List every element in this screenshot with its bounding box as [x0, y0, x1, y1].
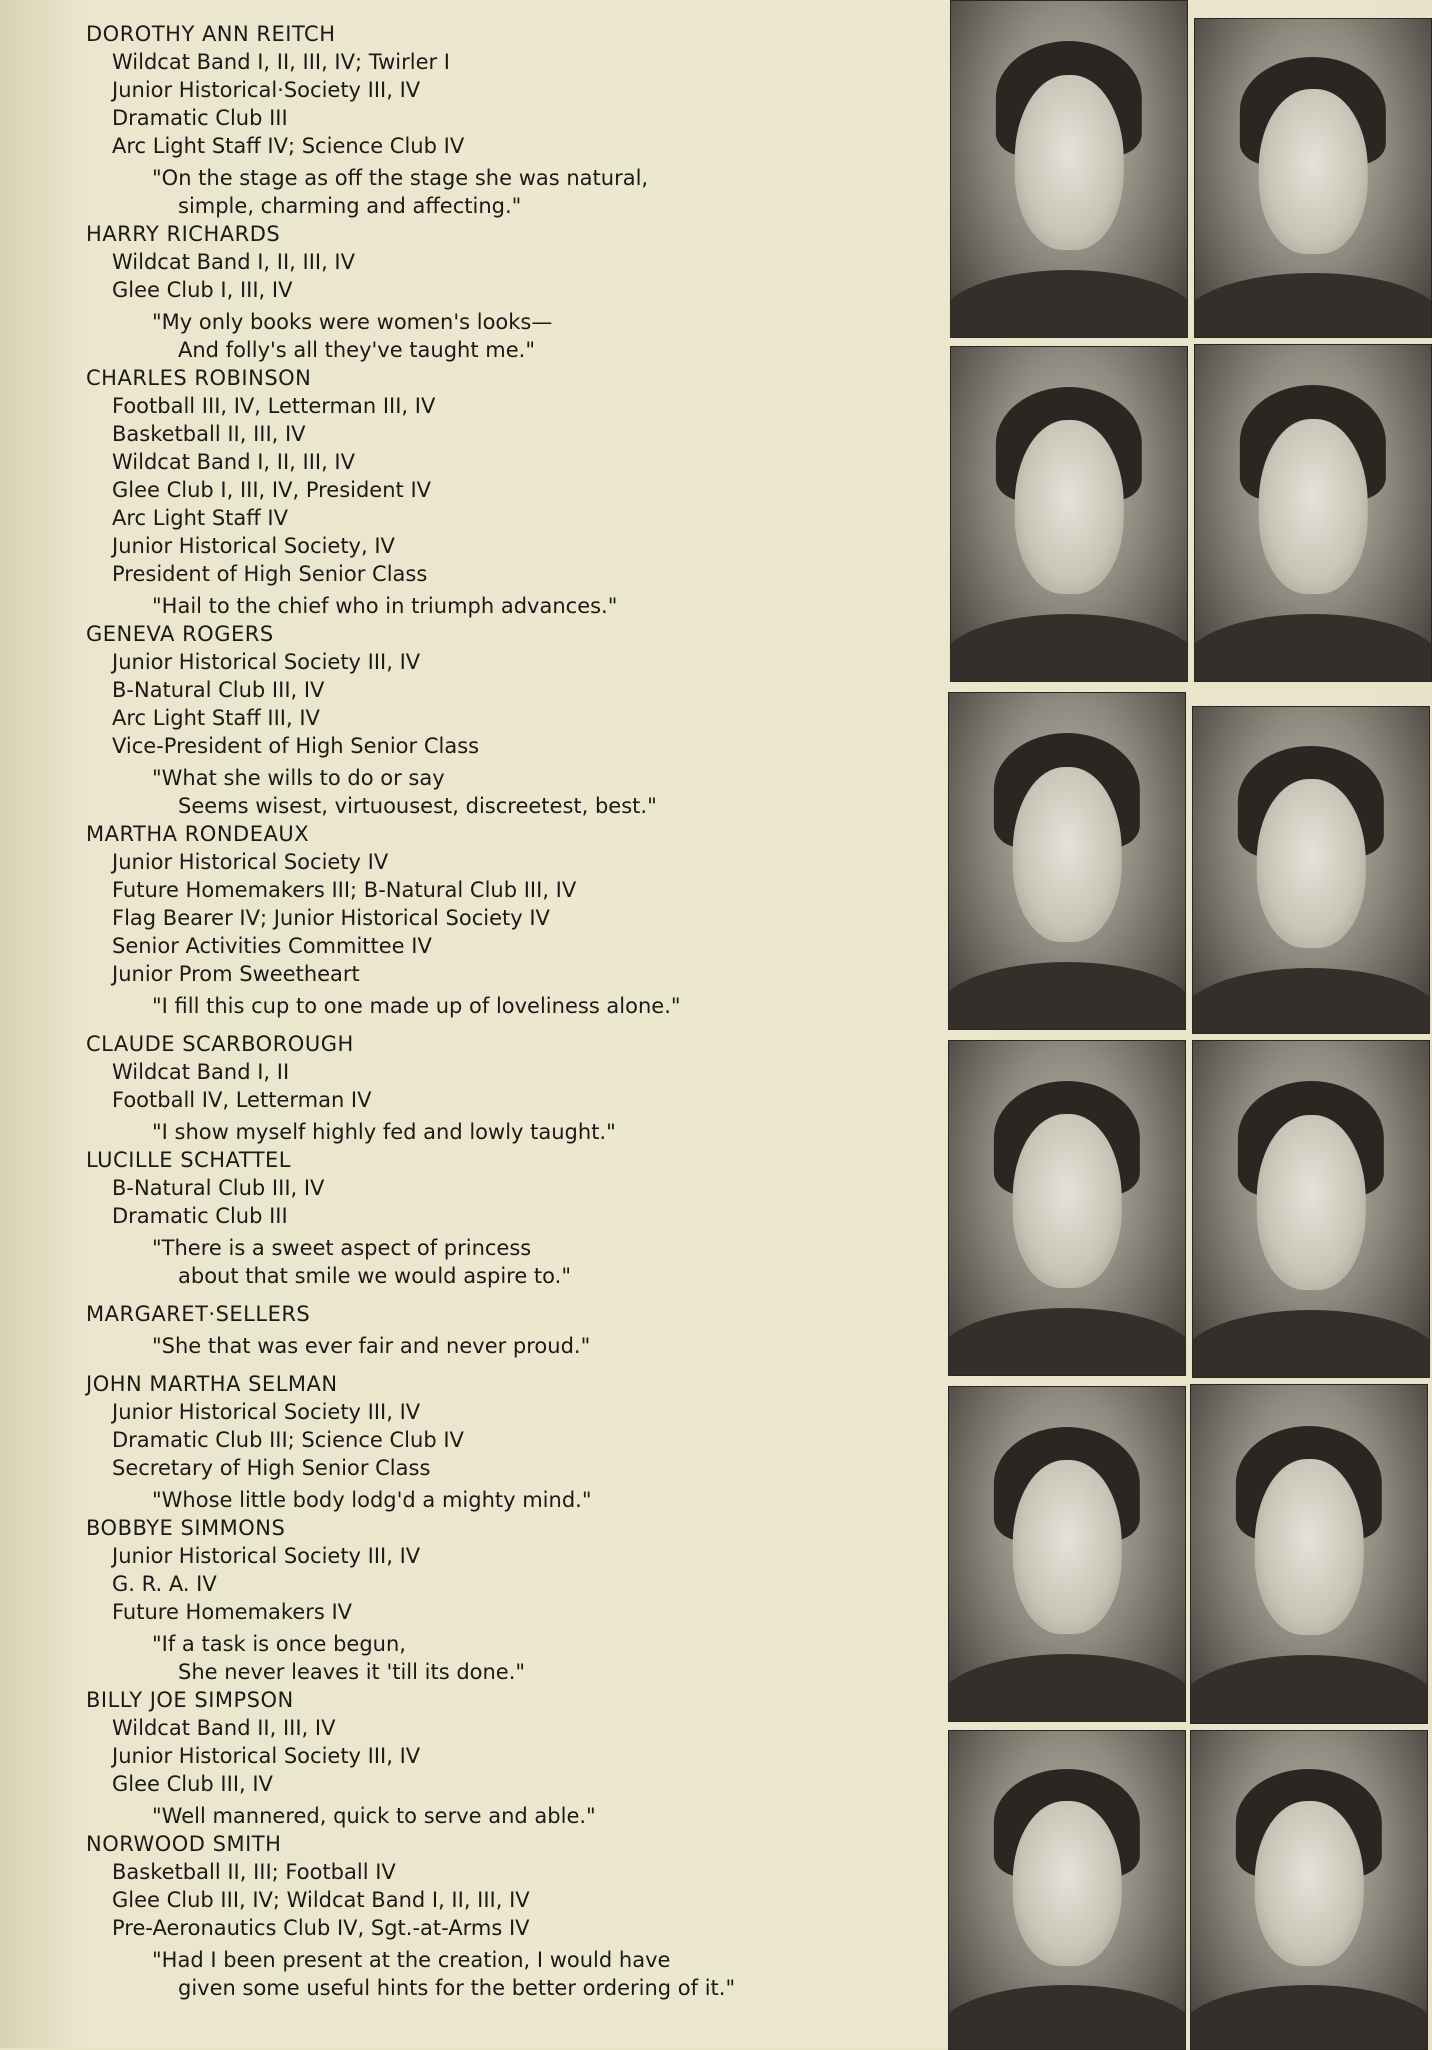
senior-name: CHARLES ROBINSON	[86, 366, 312, 390]
senior-list	[86, 20, 946, 2002]
senior-activity: Wildcat Band I, II	[112, 1060, 290, 1084]
senior-activity: Junior Historical Society III, IV	[112, 650, 421, 674]
senior-activity: Basketball II, III, IV	[112, 422, 306, 446]
quote-line: "Hail to the chief who in triumph advances."	[152, 594, 618, 618]
senior-activity: Senior Activities Committee IV	[112, 934, 432, 958]
portrait-photo	[948, 1040, 1186, 1376]
senior-name: BOBBYE SIMMONS	[86, 1516, 286, 1540]
quote-line: "She that was ever fair and never proud."	[152, 1334, 591, 1358]
senior-activity: Vice-President of High Senior Class	[112, 734, 480, 758]
senior-activity: Arc Light Staff III, IV	[112, 706, 320, 730]
senior-activity: Arc Light Staff IV	[112, 506, 288, 530]
senior-activity: Pre-Aeronautics Club IV, Sgt.-at-Arms IV	[112, 1916, 530, 1940]
senior-activity: Junior Historical Society IV	[112, 850, 389, 874]
senior-activity: Junior Historical Society III, IV	[112, 1400, 421, 1424]
senior-activity: Wildcat Band II, III, IV	[112, 1716, 336, 1740]
senior-entry	[86, 1514, 946, 1686]
senior-activity: Junior Historical Society III, IV	[112, 1544, 421, 1568]
portrait-photo	[948, 1730, 1186, 2050]
senior-name: CLAUDE SCARBOROUGH	[86, 1032, 354, 1056]
senior-entry	[86, 820, 946, 1030]
senior-activity: President of High Senior Class	[112, 562, 428, 586]
senior-activity: Dramatic Club III	[112, 106, 288, 130]
senior-entry	[86, 20, 946, 220]
photo-column	[948, 0, 1432, 2048]
portrait-photo	[948, 692, 1186, 1030]
senior-activity: Football IV, Letterman IV	[112, 1088, 372, 1112]
portrait-photo	[948, 1386, 1186, 1722]
senior-entry	[86, 1370, 946, 1514]
senior-activity: Dramatic Club III	[112, 1204, 288, 1228]
senior-activity: Junior Historical Society III, IV	[112, 1744, 421, 1768]
quote-line: "I show myself highly fed and lowly taught."	[152, 1120, 616, 1144]
portrait-photo	[1190, 1730, 1428, 2050]
senior-activity: B-Natural Club III, IV	[112, 678, 325, 702]
portrait-photo	[1192, 1040, 1430, 1378]
senior-activity: Arc Light Staff IV; Science Club IV	[112, 134, 465, 158]
senior-entry	[86, 620, 946, 820]
quote-line: "What she wills to do or say	[152, 766, 445, 790]
senior-activity: Junior Historical·Society III, IV	[112, 78, 421, 102]
senior-entry	[86, 1686, 946, 1830]
quote-line: about that smile we would aspire to."	[178, 1264, 571, 1288]
senior-name: GENEVA ROGERS	[86, 622, 274, 646]
senior-activity: Secretary of High Senior Class	[112, 1456, 431, 1480]
quote-line: "There is a sweet aspect of princess	[152, 1236, 532, 1260]
quote-line: Seems wisest, virtuousest, discreetest, best."	[178, 794, 657, 818]
senior-quote	[152, 1332, 946, 1360]
senior-entry	[86, 1030, 946, 1146]
senior-activity: Wildcat Band I, II, III, IV	[112, 450, 355, 474]
quote-line: "Well mannered, quick to serve and able."	[152, 1804, 596, 1828]
senior-name: JOHN MARTHA SELMAN	[86, 1372, 338, 1396]
senior-name: MARTHA RONDEAUX	[86, 822, 310, 846]
quote-line: "Whose little body lodg'd a mighty mind."	[152, 1488, 592, 1512]
senior-activity: B-Natural Club III, IV	[112, 1176, 325, 1200]
senior-entry	[86, 220, 946, 364]
senior-quote	[152, 592, 946, 620]
senior-name: HARRY RICHARDS	[86, 222, 281, 246]
senior-quote	[152, 1234, 946, 1290]
senior-name: LUCILLE SCHATTEL	[86, 1148, 291, 1172]
senior-activity: Dramatic Club III; Science Club IV	[112, 1428, 464, 1452]
senior-quote	[152, 992, 946, 1020]
senior-quote	[152, 1118, 946, 1146]
senior-activity: Wildcat Band I, II, III, IV; Twirler I	[112, 50, 450, 74]
quote-line: simple, charming and affecting."	[178, 194, 522, 218]
senior-activity: Glee Club III, IV; Wildcat Band I, II, III, IV	[112, 1888, 530, 1912]
quote-line: "On the stage as off the stage she was natural,	[152, 166, 649, 190]
quote-line: given some useful hints for the better ordering of it."	[178, 1976, 736, 2000]
senior-entry	[86, 1300, 946, 1370]
quote-line: She never leaves it 'till its done."	[178, 1660, 526, 1684]
senior-quote	[152, 1630, 946, 1686]
senior-quote	[152, 1486, 946, 1514]
quote-line: And folly's all they've taught me."	[178, 338, 535, 362]
senior-name: MARGARET·SELLERS	[86, 1302, 311, 1326]
senior-activity: Basketball II, III; Football IV	[112, 1860, 396, 1884]
senior-activity: Glee Club I, III, IV, President IV	[112, 478, 432, 502]
portrait-photo	[1194, 344, 1432, 682]
senior-activity: Wildcat Band I, II, III, IV	[112, 250, 355, 274]
quote-line: "If a task is once begun,	[152, 1632, 406, 1656]
quote-line: "I fill this cup to one made up of loveliness alone."	[152, 994, 681, 1018]
senior-entry	[86, 1830, 946, 2002]
senior-activity: Junior Prom Sweetheart	[112, 962, 360, 986]
senior-quote	[152, 764, 946, 820]
senior-quote	[152, 1946, 946, 2002]
senior-activity: Glee Club I, III, IV	[112, 278, 293, 302]
portrait-photo	[950, 0, 1188, 338]
senior-entry	[86, 1146, 946, 1300]
senior-activity: Flag Bearer IV; Junior Historical Society IV	[112, 906, 550, 930]
senior-quote	[152, 308, 946, 364]
portrait-photo	[1192, 706, 1430, 1034]
senior-activity: Football III, IV, Letterman III, IV	[112, 394, 436, 418]
senior-quote	[152, 1802, 946, 1830]
senior-name: BILLY JOE SIMPSON	[86, 1688, 294, 1712]
portrait-photo	[1194, 18, 1432, 338]
senior-name: NORWOOD SMITH	[86, 1832, 282, 1856]
portrait-photo	[1190, 1384, 1428, 1724]
senior-name: DOROTHY ANN REITCH	[86, 22, 336, 46]
senior-activity: Glee Club III, IV	[112, 1772, 273, 1796]
senior-activity: G. R. A. IV	[112, 1572, 217, 1596]
senior-activity: Junior Historical Society, IV	[112, 534, 395, 558]
portrait-photo	[950, 346, 1188, 682]
quote-line: "Had I been present at the creation, I would have	[152, 1948, 671, 1972]
quote-line: "My only books were women's looks—	[152, 310, 553, 334]
senior-entry	[86, 364, 946, 620]
senior-quote	[152, 164, 946, 220]
senior-activity: Future Homemakers IV	[112, 1600, 353, 1624]
senior-activity: Future Homemakers III; B-Natural Club III, IV	[112, 878, 577, 902]
